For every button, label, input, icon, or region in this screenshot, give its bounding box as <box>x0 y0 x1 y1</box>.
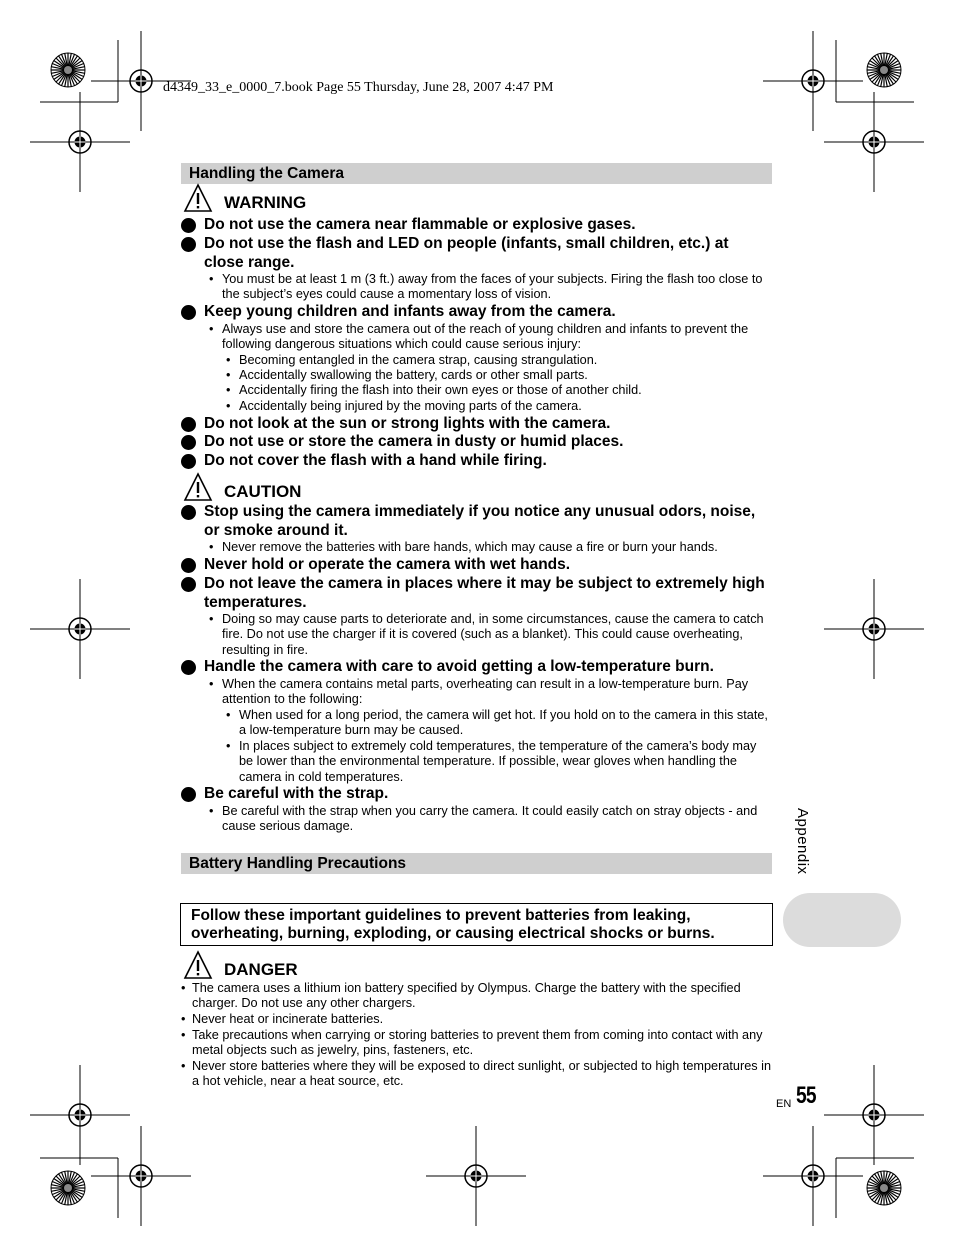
bullet-dot-icon <box>181 454 196 469</box>
page-number-value: 55 <box>795 1082 816 1109</box>
warning-item: Do not use the flash and LED on people (infants, small children, etc.) at close range. <box>181 235 771 272</box>
smoke-note: • Never remove the batteries with bare hands, which may cause a fire or burn your hands. <box>209 540 718 554</box>
caution-item: Never hold or operate the camera with wet hands. <box>181 556 771 575</box>
heat-note: • Doing so may cause parts to deteriorate and, in some circumstances, cause the camera to catch fire. Do not use the charger if it is covered (such as a blanket). This could cause overheating, resulting in fire. <box>209 612 764 657</box>
battery-guideline-box: Follow these important guidelines to prevent batteries from leaking, overheating, burning, exploding, or causing electrical shocks or burns. <box>180 903 773 946</box>
bullet-dot-icon <box>181 435 196 450</box>
warning-item: Do not use the camera near flammable or explosive gases. <box>181 216 771 235</box>
burn-note: • When the camera contains metal parts, overheating can result in a low-temperature burn. Pay attention to the following: <box>209 677 749 707</box>
children-list-item: • Becoming entangled in the camera strap, causing strangulation. <box>226 353 598 367</box>
warning-item: Do not use or store the camera in dusty or humid places. <box>181 433 771 452</box>
page-language: EN <box>776 1098 792 1110</box>
bullet-dot-icon <box>181 237 196 252</box>
appendix-side-label: Appendix <box>794 808 811 875</box>
danger-heading <box>183 948 298 980</box>
warning-label: WARNING <box>224 193 307 212</box>
caution-triangle-icon <box>183 472 213 502</box>
bullet-dot-icon <box>181 305 196 320</box>
print-info-line: d4349_33_e_0000_7.book Page 55 Thursday, June 28, 2007 4:47 PM <box>163 80 554 95</box>
danger-list-item: • Never heat or incinerate batteries. <box>181 1012 384 1026</box>
caution-heading <box>183 470 301 502</box>
danger-list-item: • The camera uses a lithium ion battery specified by Olympus. Charge the battery with the specified charger. Do not use any other chargers. <box>181 981 741 1011</box>
bullet-dot-icon <box>181 417 196 432</box>
bullet-dot-icon <box>181 660 196 675</box>
bullet-dot-icon <box>181 787 196 802</box>
warning-heading <box>183 181 306 213</box>
danger-triangle-icon <box>183 950 213 980</box>
caution-item: Do not leave the camera in places where it may be subject to extremely high temperatures. <box>181 575 771 612</box>
bullet-dot-icon <box>181 577 196 592</box>
caution-label: CAUTION <box>224 482 302 501</box>
bullet-dot-icon <box>181 558 196 573</box>
caution-item: Be careful with the strap. <box>181 785 771 804</box>
caution-item: Handle the camera with care to avoid getting a low-temperature burn. <box>181 658 771 677</box>
children-note: • Always use and store the camera out of the reach of young children and infants to prevent the following dangerous situations which could cause serious injury: <box>209 322 749 352</box>
danger-label: DANGER <box>224 960 298 979</box>
warning-item: Do not cover the flash with a hand while firing. <box>181 452 771 471</box>
burn-list-item: • When used for a long period, the camera will get hot. If you hold on to the camera in this state, a low-temperature burn may be caused. <box>226 708 768 738</box>
danger-list-item: • Never store batteries where they will be exposed to direct sunlight, or subjected to high temperatures in a hot vehicle, near a heat source, etc. <box>181 1059 771 1089</box>
strap-note: • Be careful with the strap when you carry the camera. It could easily catch on stray objects - and cause serious damage. <box>209 804 758 834</box>
bullet-dot-icon <box>181 218 196 233</box>
bullet-dot-icon <box>181 505 196 520</box>
flash-note: • You must be at least 1 m (3 ft.) away from the faces of your subjects. Firing the flash too close to the subject’s eyes could cause a momentary loss of vision. <box>209 272 763 302</box>
chapter-tab <box>783 893 901 947</box>
warning-triangle-icon <box>183 183 213 213</box>
children-list-item: • Accidentally being injured by the moving parts of the camera. <box>226 399 582 413</box>
section-heading-battery: Battery Handling Precautions <box>181 853 772 874</box>
caution-item: Stop using the camera immediately if you notice any unusual odors, noise, or smoke around it. <box>181 503 771 540</box>
page-number <box>776 1082 820 1110</box>
children-list-item: • Accidentally swallowing the battery, cards or other small parts. <box>226 368 588 382</box>
burn-list-item: • In places subject to extremely cold temperatures, the temperature of the camera’s body may be lower than the environmental temperature. If possible, wear gloves when handling the camera in cold temperatures. <box>226 739 757 784</box>
children-list-item: • Accidentally firing the flash into their own eyes or those of another child. <box>226 383 642 397</box>
warning-item: Keep young children and infants away from the camera. <box>181 303 771 322</box>
warning-item: Do not look at the sun or strong lights with the camera. <box>181 415 771 434</box>
section-heading-handling: Handling the Camera <box>181 163 772 184</box>
danger-list-item: • Take precautions when carrying or storing batteries to prevent them from coming into contact with any metal objects such as jewelry, pins, fasteners, etc. <box>181 1028 763 1058</box>
